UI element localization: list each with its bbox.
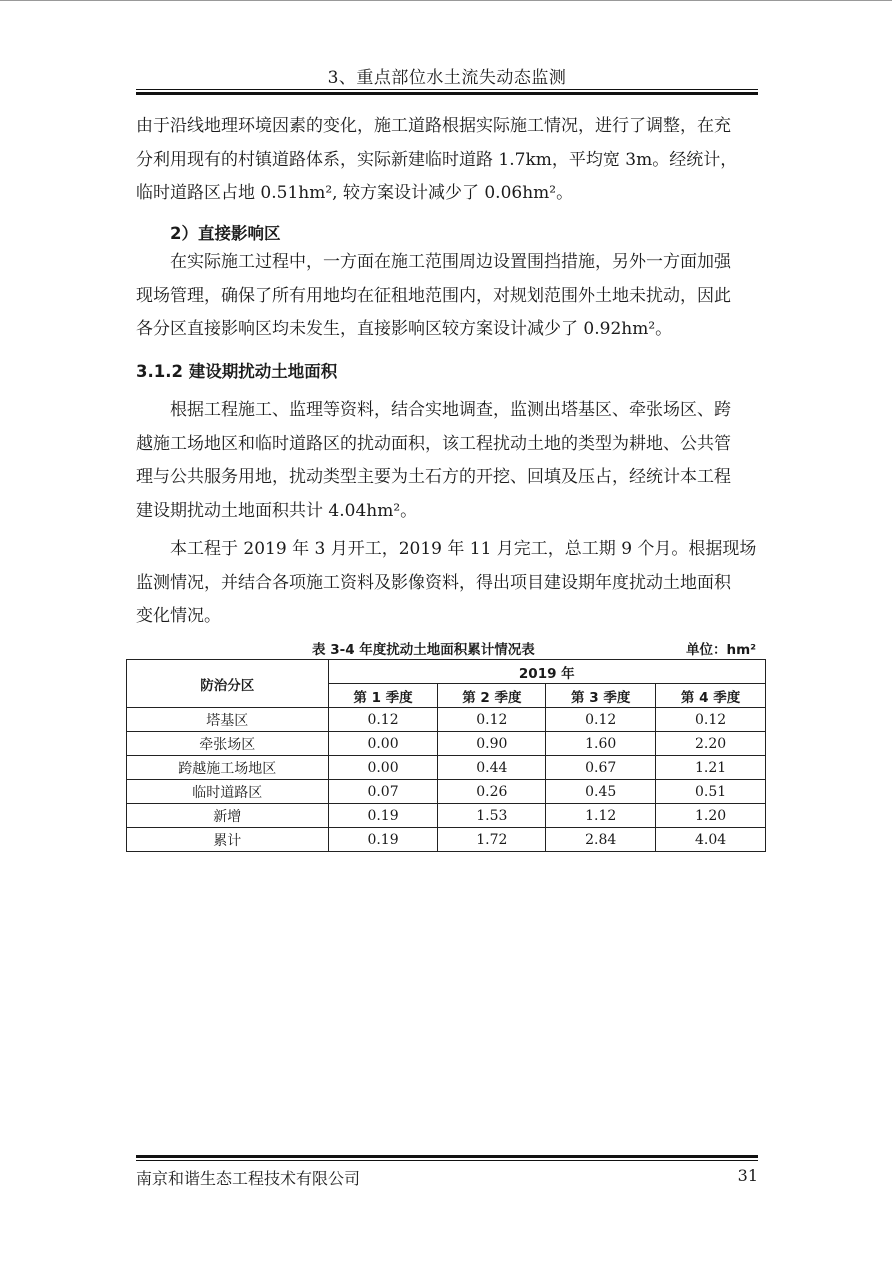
text-line: 根据工程施工、监理等资料，结合实地调查，监测出塔基区、牵张场区、跨 [170, 400, 731, 420]
table-cell-value: 0.19 [328, 828, 438, 852]
table-cell-value: 0.44 [438, 756, 546, 780]
table-row [127, 732, 766, 756]
table-header-zone: 防治分区 [127, 660, 329, 708]
table-cell-value: 0.00 [328, 756, 438, 780]
table-cell-zone: 累计 [127, 828, 329, 852]
table-row [127, 708, 766, 732]
table-unit: 单位：hm² [686, 642, 757, 658]
table-header-quarter: 第 3 季度 [546, 684, 656, 708]
header-rule-thin [136, 89, 758, 90]
table-cell-value: 1.60 [546, 732, 656, 756]
table-cell-value: 0.12 [546, 708, 656, 732]
page-top-edge [0, 0, 892, 1]
table-cell-zone: 新增 [127, 804, 329, 828]
table-cell-value: 0.67 [546, 756, 656, 780]
table-row [127, 780, 766, 804]
paragraph-schedule [136, 533, 758, 634]
table-cell-value: 2.84 [546, 828, 656, 852]
table-header-quarter: 第 4 季度 [656, 684, 766, 708]
table-row [127, 756, 766, 780]
table-cell-zone: 牵张场区 [127, 732, 329, 756]
table-cell-value: 1.20 [656, 804, 766, 828]
table-cell-value: 1.53 [438, 804, 546, 828]
text-line: 变化情况。 [136, 606, 221, 626]
text-line: 各分区直接影响区均未发生，直接影响区较方案设计减少了 0.92hm²。 [136, 319, 673, 339]
table-cell-value: 1.72 [438, 828, 546, 852]
table-caption: 表 3-4 年度扰动土地面积累计情况表 [312, 642, 535, 658]
table-cell-value: 2.20 [656, 732, 766, 756]
table-cell-value: 0.45 [546, 780, 656, 804]
table-header-year: 2019 年 [328, 660, 765, 684]
running-header: 3、重点部位水土流失动态监测 [327, 68, 567, 88]
disturbed-area-table [126, 659, 766, 852]
header-rule-thick [136, 92, 758, 95]
text-line: 监测情况，并结合各项施工资料及影像资料，得出项目建设期年度扰动土地面积 [136, 572, 731, 593]
table-cell-value: 1.12 [546, 804, 656, 828]
page-number: 31 [737, 1166, 758, 1185]
text-line: 由于沿线地理环境因素的变化，施工道路根据实际施工情况，进行了调整，在充 [136, 116, 731, 136]
table-cell-zone: 临时道路区 [127, 780, 329, 804]
text-line: 现场管理，确保了所有用地均在征租地范围内，对规划范围外土地未扰动，因此 [136, 285, 731, 306]
text-line: 分利用现有的村镇道路体系，实际新建临时道路 1.7km，平均宽 3m。经统计， [136, 149, 738, 170]
table-row [127, 804, 766, 828]
table-cell-value: 0.07 [328, 780, 438, 804]
table-cell-value: 0.12 [656, 708, 766, 732]
section-heading-3-1-2: 3.1.2 建设期扰动土地面积 [136, 362, 338, 381]
table-cell-value: 0.00 [328, 732, 438, 756]
paragraph-temp-road [136, 110, 758, 211]
text-line: 越施工场地区和临时道路区的扰动面积，该工程扰动土地的类型为耕地、公共管 [136, 433, 731, 454]
table-body [127, 708, 766, 852]
table-header-quarter: 第 2 季度 [438, 684, 546, 708]
footer-rule-thick [136, 1155, 758, 1158]
text-line: 临时道路区占地 0.51hm², 较方案设计减少了 0.06hm²。 [136, 183, 574, 203]
table-cell-value: 4.04 [656, 828, 766, 852]
table-cell-value: 0.90 [438, 732, 546, 756]
text-line: 建设期扰动土地面积共计 4.04hm²。 [136, 500, 418, 521]
table-cell-zone: 跨越施工场地区 [127, 756, 329, 780]
table-row [127, 828, 766, 852]
table-cell-value: 0.51 [656, 780, 766, 804]
table-header-quarter: 第 1 季度 [328, 684, 438, 708]
table-cell-value: 0.12 [438, 708, 546, 732]
table-cell-value: 0.26 [438, 780, 546, 804]
table-cell-zone: 塔基区 [127, 708, 329, 732]
section-heading-direct-impact: 2）直接影响区 [170, 224, 281, 243]
table-cell-value: 0.12 [328, 708, 438, 732]
table-cell-value: 0.19 [328, 804, 438, 828]
text-line: 理与公共服务用地，扰动类型主要为土石方的开挖、回填及压占，经统计本工程 [136, 467, 731, 487]
text-line: 在实际施工过程中，一方面在施工范围周边设置围挡措施，另外一方面加强 [170, 252, 731, 272]
paragraph-direct-impact [136, 246, 758, 347]
text-line: 本工程于 2019 年 3 月开工，2019 年 11 月完工，总工期 9 个月。根据现场 [170, 539, 757, 559]
footer-rule-thin [136, 1160, 758, 1161]
paragraph-disturbed-area [136, 394, 758, 528]
footer-company: 南京和谐生态工程技术有限公司 [136, 1169, 361, 1188]
table-cell-value: 1.21 [656, 756, 766, 780]
